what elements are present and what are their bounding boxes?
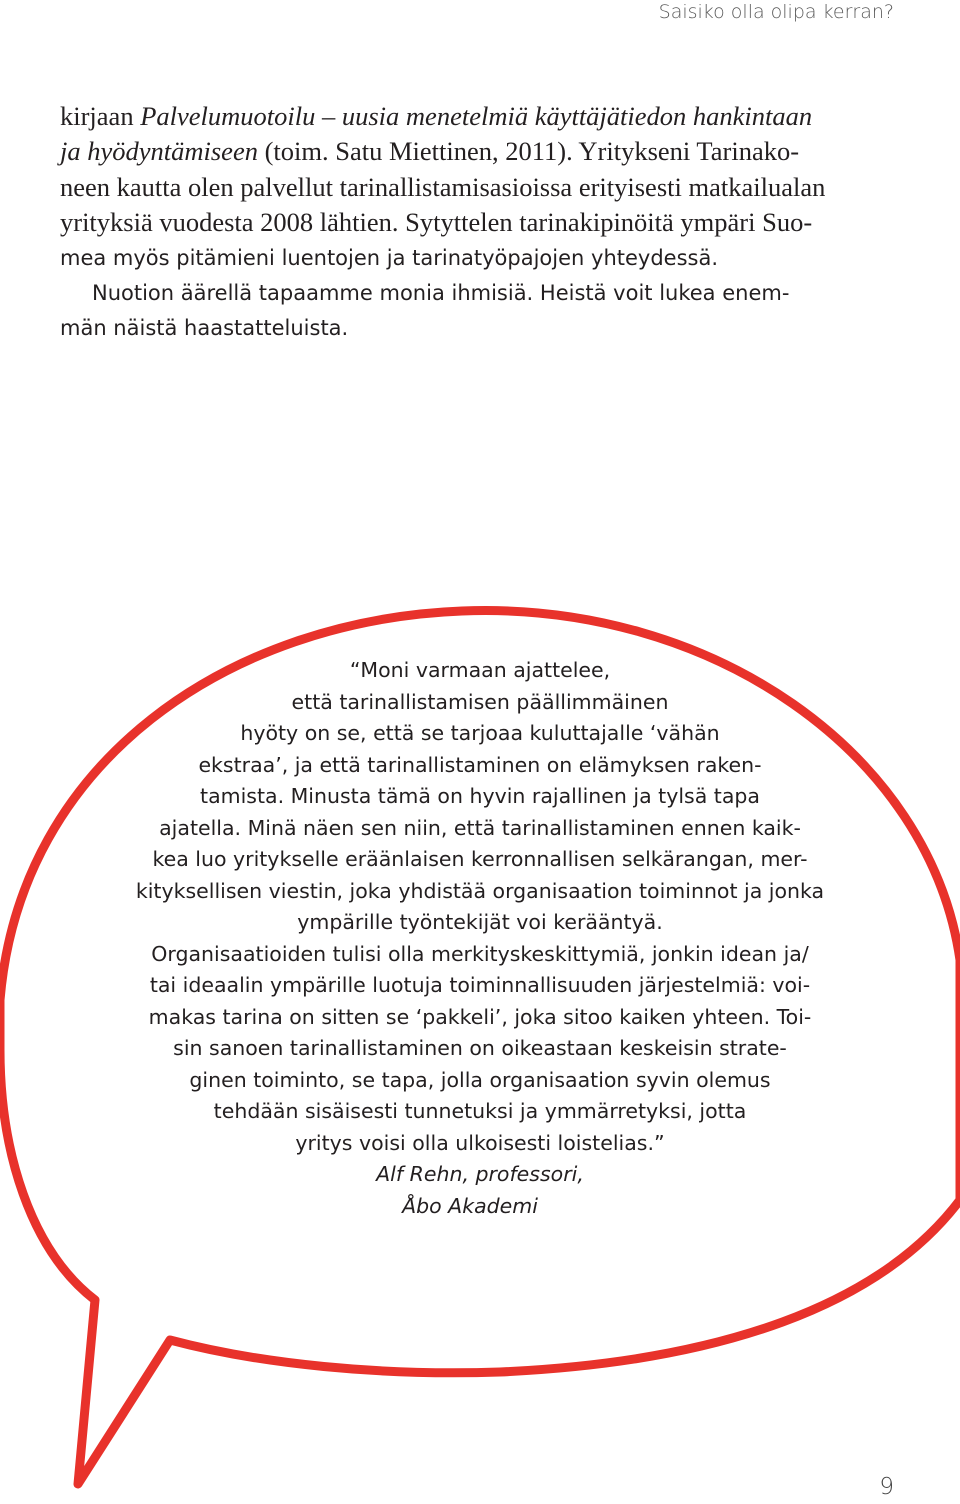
quote-line: hyöty on se, että se tarjoaa kuluttajalle ‘vähän (240, 721, 720, 745)
body-line: neen kautta olen palvellut tarinallistamisasioissa erityisesti matkailualan (60, 171, 826, 202)
body-line: Nuotion äärellä tapaamme monia ihmisiä. Heistä voit lukea enem- (92, 280, 790, 305)
body-line: män näistä haastatteluista. (60, 316, 349, 341)
quote-line: että tarinallistamisen päällimmäinen (291, 689, 669, 714)
quote-line: ajatella. Minä näen sen niin, että tarinallistaminen ennen kaik- (159, 815, 801, 840)
quote-line: ekstraa’, ja että tarinallistaminen on elämyksen raken- (198, 752, 762, 777)
quote-line: kea luo yritykselle eräänlaisen kerronnallisen selkärangan, mer- (152, 847, 808, 871)
quote-block (0, 655, 960, 1222)
page-number: 9 (879, 1474, 894, 1500)
quote-attribution-institution: Åbo Akademi (402, 1193, 538, 1218)
quote-line: ginen toiminto, se tapa, jolla organisaation syvin olemus (189, 1067, 771, 1092)
book-title-italic: ja hyödyntämiseen (60, 136, 258, 167)
quote-line: tai ideaalin ympärille luotuja toiminnallisuuden järjestelmiä: voi- (149, 973, 811, 997)
quote-line: tehdään sisäisesti tunnetuksi ja ymmärretyksi, jotta (213, 1099, 747, 1123)
body-line: mea myös pitämieni luentojen ja tarinatyöpajojen yhteydessä. (60, 245, 719, 270)
book-title-italic: Palvelumuotoilu – uusia menetelmiä käyttäjätiedon hankintaan (140, 101, 813, 131)
quote-line: kityksellisen viestin, joka yhdistää organisaation toiminnot ja jonka (135, 878, 825, 903)
quote-line: tamista. Minusta tämä on hyvin rajallinen ja tylsä tapa (200, 784, 760, 808)
quote-line: Organisaatioiden tulisi olla merkityskeskittymiä, jonkin idean ja/ (151, 941, 809, 966)
quote-line: yritys voisi olla ulkoisesti loistelias.” (295, 1130, 665, 1155)
quote-line: “Moni varmaan ajattelee, (349, 658, 611, 682)
quote-attribution-name: Alf Rehn, professori, (376, 1162, 584, 1186)
body-text-fragment: kirjaan (60, 101, 141, 131)
body-text-fragment: (toim. Satu Miettinen, 2011). Yritykseni Tarinako- (257, 136, 800, 167)
quote-line: sin sanoen tarinallistaminen on oikeastaan keskeisin strate- (173, 1036, 787, 1060)
quote-line: ympärille työntekijät voi kerääntyä. (297, 910, 663, 934)
running-header: Saisiko olla olipa kerran? (658, 1, 894, 23)
body-line: yrityksiä vuodesta 2008 lähtien. Sytyttelen tarinakipinöitä ympäri Suo- (60, 207, 813, 238)
quote-line: makas tarina on sitten se ‘pakkeli’, joka sitoo kaiken yhteen. Toi- (148, 1004, 812, 1029)
